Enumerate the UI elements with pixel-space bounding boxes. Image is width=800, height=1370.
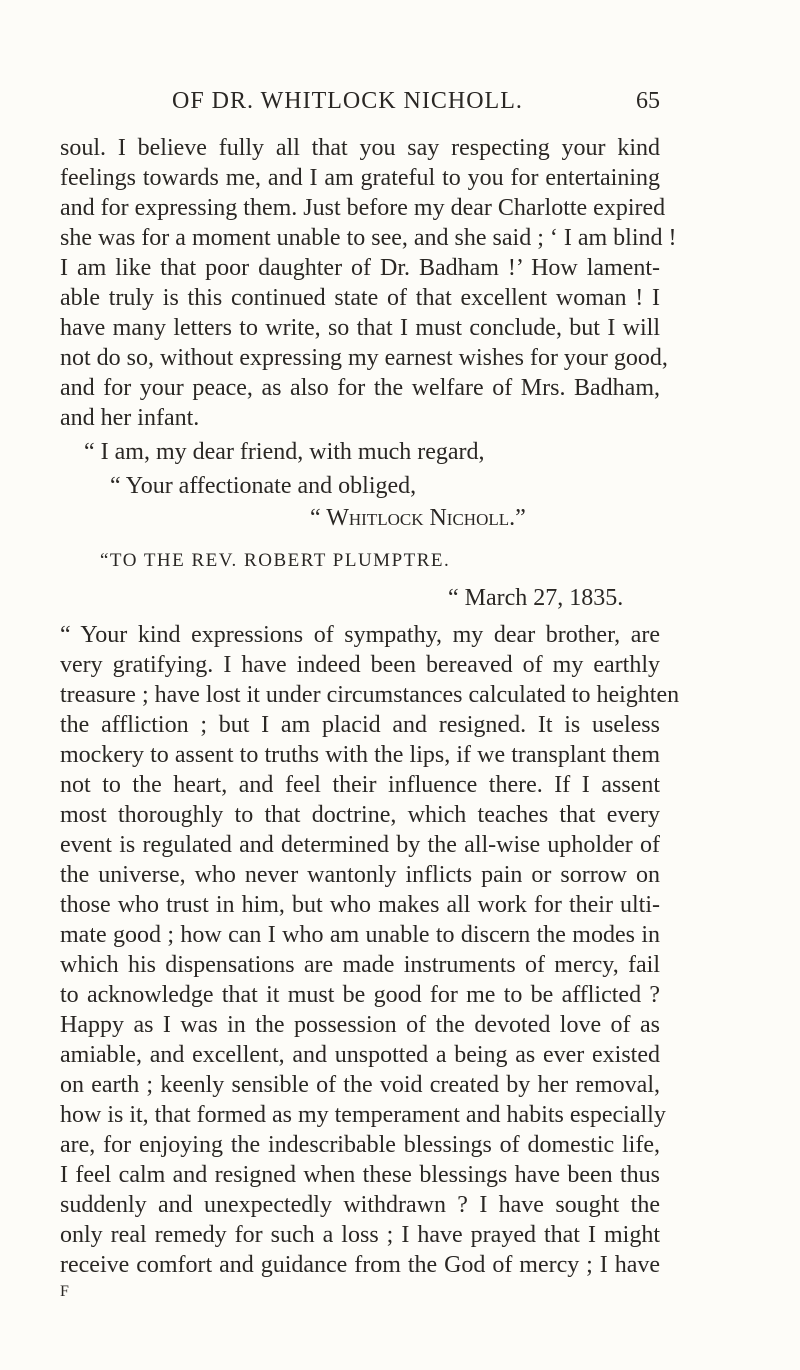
text-line: and her infant. bbox=[60, 405, 200, 431]
text-line: event is regulated and determined by the all-wise upholder of bbox=[60, 832, 660, 858]
text-line: which his dispensations are made instruments of mercy, fail bbox=[60, 952, 660, 978]
text-line: she was for a moment unable to see, and she said ; ‘ I am blind ! bbox=[60, 225, 677, 251]
text-line: mockery to assent to truths with the lips, if we transplant them bbox=[60, 742, 660, 768]
signature-mark: F bbox=[60, 1283, 69, 1300]
closing-affectionate: “ Your affectionate and obliged, bbox=[110, 473, 417, 499]
text-line: amiable, and excellent, and unspotted a being as ever existed bbox=[60, 1042, 660, 1068]
text-line: are, for enjoying the indescribable blessings of domestic life, bbox=[60, 1132, 660, 1158]
text-line: able truly is this continued state of that excellent woman ! I bbox=[60, 285, 660, 311]
text-line: to acknowledge that it must be good for me to be afflicted ? bbox=[60, 982, 660, 1008]
text-line: how is it, that formed as my temperament and habits especially bbox=[60, 1102, 666, 1128]
text-line: Happy as I was in the possession of the devoted love of as bbox=[60, 1012, 660, 1038]
text-line: receive comfort and guidance from the God of mercy ; I have bbox=[60, 1252, 660, 1278]
text-line: the universe, who never wantonly inflicts pain or sorrow on bbox=[60, 862, 660, 888]
text-line: mate good ; how can I who am unable to discern the modes in bbox=[60, 922, 660, 948]
closing-regard: “ I am, my dear friend, with much regard, bbox=[84, 439, 485, 465]
text-line: the affliction ; but I am placid and resigned. It is useless bbox=[60, 712, 660, 738]
text-line: not to the heart, and feel their influence there. If I assent bbox=[60, 772, 660, 798]
text-line: only real remedy for such a loss ; I have prayed that I might bbox=[60, 1222, 660, 1248]
text-line: soul. I believe fully all that you say respecting your kind bbox=[60, 135, 660, 161]
text-line: on earth ; keenly sensible of the void created by her removal, bbox=[60, 1072, 660, 1098]
text-line: those who trust in him, but who makes all work for their ulti- bbox=[60, 892, 660, 918]
running-head bbox=[60, 88, 660, 118]
text-line: have many letters to write, so that I must conclude, but I will bbox=[60, 315, 660, 341]
running-head-title: OF DR. WHITLOCK NICHOLL. bbox=[172, 88, 523, 114]
text-line: and for expressing them. Just before my dear Charlotte expired bbox=[60, 195, 666, 221]
text-line: suddenly and unexpectedly withdrawn ? I have sought the bbox=[60, 1192, 660, 1218]
text-line: and for your peace, as also for the welfare of Mrs. Badham, bbox=[60, 375, 660, 401]
text-line: very gratifying. I have indeed been bereaved of my earthly bbox=[60, 652, 660, 678]
text-line: “ Your kind expressions of sympathy, my dear brother, are bbox=[60, 622, 660, 648]
closing-signature: “ Whitlock Nicholl.” bbox=[310, 505, 526, 531]
text-line: I am like that poor daughter of Dr. Badham !’ How lament- bbox=[60, 255, 660, 281]
letter-date: “ March 27, 1835. bbox=[448, 585, 624, 611]
text-line: most thoroughly to that doctrine, which teaches that every bbox=[60, 802, 660, 828]
page-number: 65 bbox=[636, 88, 660, 114]
text-line: feelings towards me, and I am grateful to you for entertaining bbox=[60, 165, 660, 191]
text-line: I feel calm and resigned when these blessings have been thus bbox=[60, 1162, 660, 1188]
text-line: treasure ; have lost it under circumstances calculated to heighten bbox=[60, 682, 680, 708]
letter-heading: “TO THE REV. ROBERT PLUMPTRE. bbox=[100, 550, 451, 571]
text-line: not do so, without expressing my earnest wishes for your good, bbox=[60, 345, 668, 371]
